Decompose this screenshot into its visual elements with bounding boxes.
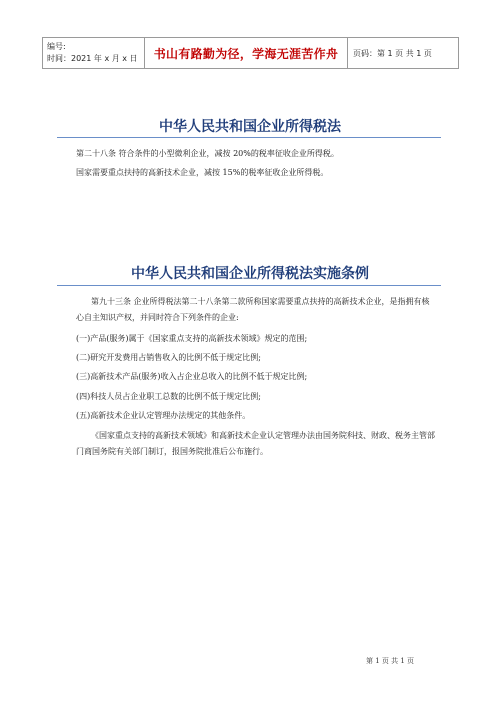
document-number-label: 编号: [47,42,66,51]
document-header [42,37,459,69]
section-title-implementation-rules: 中华人民共和国企业所得税法实施条例 [131,266,369,282]
header-page-info: 页码：第 1 页 共 1 页 [353,48,432,58]
section-divider [57,285,441,286]
article-93-paragraph: 第九十三条 企业所得税法第二十八条第二款所称国家需要重点扶持的高新技术企业，是指拥有核心自主知识产权，并同时符合下列条件的企业: [76,297,430,322]
header-motto: 书山有路勤为径，学海无涯苦作舟 [145,38,348,68]
condition-item-5: (五)高新技术企业认定管理办法规定的其他条件。 [76,411,251,420]
high-tech-rate-paragraph: 国家需要重点扶持的高新技术企业，减按 15%的税率征收企业所得税。 [76,168,329,177]
condition-item-4: (四)科技人员占企业职工总数的比例不低于规定比例; [76,392,261,401]
document-date-label: 时间：2021 年 x 月 x 日 [47,54,138,63]
section-divider [57,137,441,138]
page-footer: 第 1 页 共 1 页 [366,657,415,665]
condition-item-1: (一)产品(服务)属于《国家重点支持的高新技术领域》规定的范围; [76,334,308,343]
section-title-tax-law: 中华人民共和国企业所得税法 [159,119,341,135]
header-meta [43,38,145,68]
condition-item-3: (三)高新技术产品(服务)收入占企业总收入的比例不低于规定比例; [76,372,308,381]
condition-item-2: (二)研究开发费用占销售收入的比例不低于规定比例; [76,353,261,362]
closing-paragraph: 《国家重点支持的高新技术领域》和高新技术企业认定管理办法由国务院科技、财政、税务主管部门商国务院有关部门制订，报国务院批准后公布施行。 [76,431,435,456]
article-28-paragraph: 第二十八条 符合条件的小型微利企业，减按 20%的税率征收企业所得税。 [76,149,339,158]
